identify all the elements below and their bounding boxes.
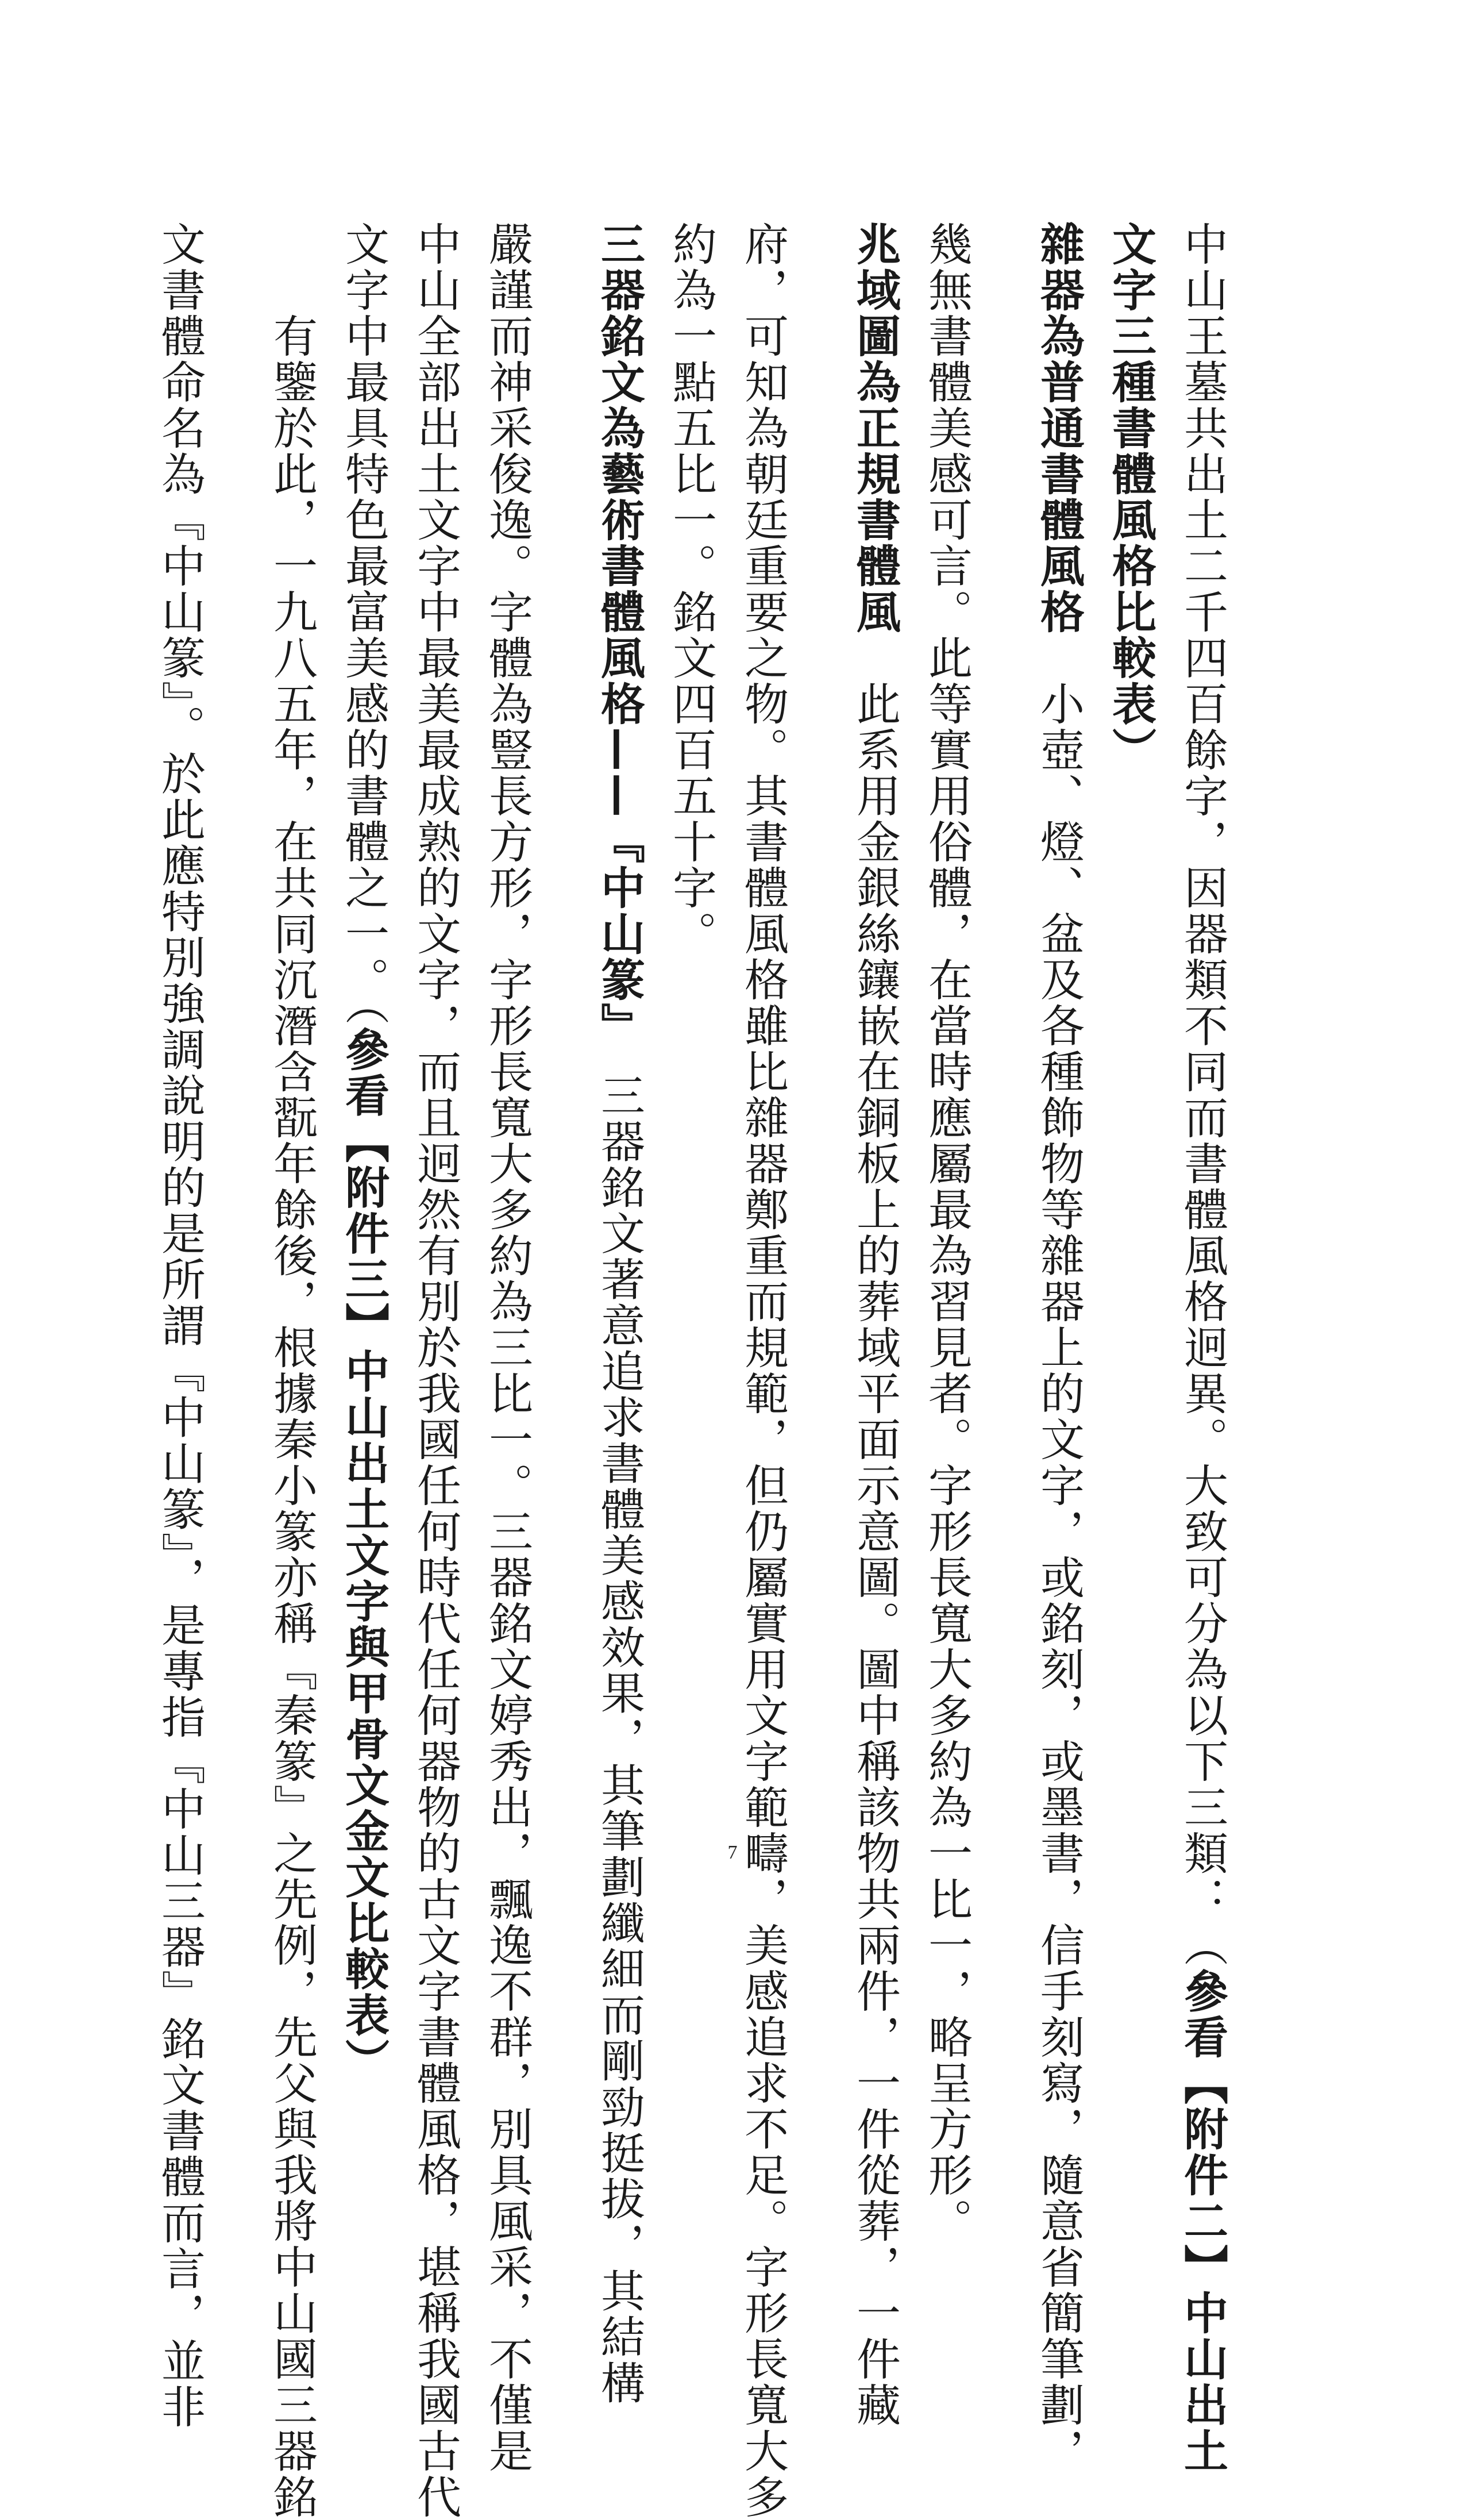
text-column	[583, 221, 655, 2406]
section-heading: 雜器為普通書體風格	[1033, 221, 1084, 635]
text-column	[1094, 221, 1166, 1836]
bold-reference: 文字三種書體風格比較表）	[1105, 221, 1156, 773]
text-column	[1023, 221, 1094, 2474]
text-run: 中山王墓共出土二千四百餘字，因器類不同而書體風格迥異。大致可分為以下三類：（	[1177, 221, 1228, 1968]
text-run: 府，可知為朝廷重要之物。其書體風格雖比雜器鄭重而規範，但仍屬實用文字範疇，美感追求不足。字形長寬大多	[737, 221, 788, 2520]
text-run: 嚴謹而神采俊逸。字體為豎長方形，字形長寬大多約為三比一。三器銘文婷秀出，飄逸不群，別具風采，不僅是	[481, 221, 533, 2474]
text-column	[144, 221, 215, 2430]
section-heading: 兆域圖為正規書體風	[849, 221, 900, 635]
text-run: 此系用金銀絲鑲嵌在銅板上的葬域平面示意圖。圖中稱該物共兩件，一件從葬，一件藏	[849, 635, 900, 2428]
text-column	[399, 221, 471, 2520]
text-column	[256, 221, 327, 2520]
text-run: 小壺、燈、盆及各種飾物等雜器上的文字，或銘刻，或墨書，信手刻寫，隨意省簡筆劃，	[1033, 635, 1084, 2474]
text-run: 有鑒於此，一九八五年，在共同沉潛含翫年餘後，根據秦小篆亦稱『秦篆』之先例，先父與我將中山國三器銘	[266, 221, 317, 2520]
section-heading: 三器銘文為藝術書體風格——『中山篆』	[593, 221, 645, 1027]
text-run: 約為一點五比一。銘文四百五十字。	[665, 221, 716, 957]
page-number: 7	[727, 1842, 738, 1863]
vertical-text-body	[154, 221, 1238, 2520]
text-run: 文字中最具特色最富美感的書體之一。（	[338, 221, 389, 1027]
text-column	[471, 221, 543, 2474]
bold-reference: 參看【附件二】中山出土	[1177, 1968, 1228, 2474]
text-run: 中山全部出土文字中最美最成熟的文字，而且迥然有別於我國任何時代任何器物的古文字書體風格，堪稱我國古代	[410, 221, 461, 2520]
text-column	[727, 221, 799, 2520]
text-run: 幾無書體美感可言。此等實用俗體，在當時應屬最為習見者。字形長寬大多約為一比一，略呈方形。	[921, 221, 972, 2244]
bold-reference: 參看【附件三】中山出土文字與甲骨文金文比較表）	[338, 1026, 389, 2084]
text-column	[1166, 221, 1238, 2474]
text-run: 三器銘文著意追求書體美感效果，其筆劃纖細而剛勁挺拔，其結構	[593, 1026, 645, 2406]
text-column	[655, 221, 727, 1836]
text-column	[911, 221, 982, 2244]
text-column	[327, 221, 399, 2084]
text-run: 文書體命名為『中山篆』。於此應特別強調說明的是所謂『中山篆』，是專指『中山三器』銘文書體而言，並非	[154, 221, 205, 2430]
text-column	[839, 221, 911, 2428]
